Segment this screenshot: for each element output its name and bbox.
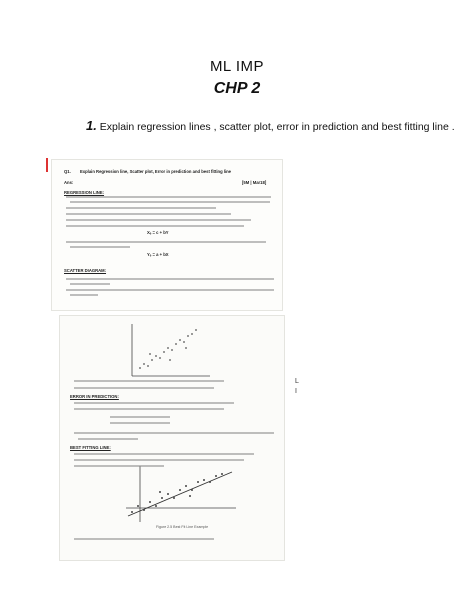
question-line <box>86 118 466 133</box>
scan-text-line <box>74 432 274 434</box>
scan-text-line <box>74 465 164 467</box>
scan-text-line <box>66 213 231 215</box>
scan-text-line <box>66 219 251 221</box>
scan-text-line <box>70 294 98 296</box>
scan-q-label: Q1. <box>64 169 71 174</box>
scan-text-line <box>74 538 214 540</box>
red-margin-mark <box>46 158 48 172</box>
side-mark-1: L <box>295 378 299 385</box>
side-mark-2: I <box>295 388 297 395</box>
scan-text-line <box>66 225 244 227</box>
scan-text-line <box>74 380 224 382</box>
scan-text-line <box>74 459 244 461</box>
scan-figure-caption: Figure 2.5 Best Fit Line Example <box>156 525 209 529</box>
scan-section-error: ERROR IN PREDICTION: <box>70 394 119 399</box>
scan-section-scatter: SCATTER DIAGRAM: <box>64 268 107 273</box>
chapter-heading: CHP 2 <box>213 80 261 97</box>
best-fit-figure <box>126 466 236 522</box>
scan-marks: [5M | Mar18] <box>242 180 267 185</box>
scan-ans-label: Ans: <box>64 180 74 185</box>
scanned-page-top <box>52 160 282 310</box>
scan-text-line <box>66 241 266 243</box>
scan-section-regression: REGRESSION LINE: <box>64 190 105 195</box>
scan-formula-line <box>110 416 170 418</box>
scan-text-line <box>74 387 214 389</box>
scan-text-line <box>74 402 234 404</box>
scan-text-line <box>74 453 254 455</box>
scan-text-line <box>66 196 271 198</box>
scan-text-line <box>70 283 110 285</box>
scan-text-line <box>70 246 130 248</box>
question-text: Explain regression lines , scatter plot, error in prediction and best fitting line . <box>99 121 455 133</box>
scanned-page-bottom <box>60 316 284 560</box>
scan-heading: Explain Regression line, Scatter plot, Error in prediction and best fitting line <box>80 169 232 174</box>
bestfit-points <box>131 473 223 513</box>
scan-section-best-fit: BEST FITTING LINE: <box>70 445 111 450</box>
scatter-plot-figure <box>132 324 210 376</box>
scan-text-line <box>78 438 138 440</box>
scan-text-line <box>74 408 224 410</box>
scan-formula-2: Yₑ = a + bX <box>147 252 169 257</box>
scan-formula-line <box>110 422 170 424</box>
scatter-points <box>139 329 197 369</box>
scan-text-line <box>66 207 216 209</box>
scan-formula-1: Xₑ = c + bY <box>147 230 169 235</box>
question-number: 1. <box>86 118 97 133</box>
scan-text-line <box>66 289 274 291</box>
scan-text-line <box>66 278 274 280</box>
scan-text-line <box>70 201 270 203</box>
document-title: ML IMP <box>209 58 265 75</box>
